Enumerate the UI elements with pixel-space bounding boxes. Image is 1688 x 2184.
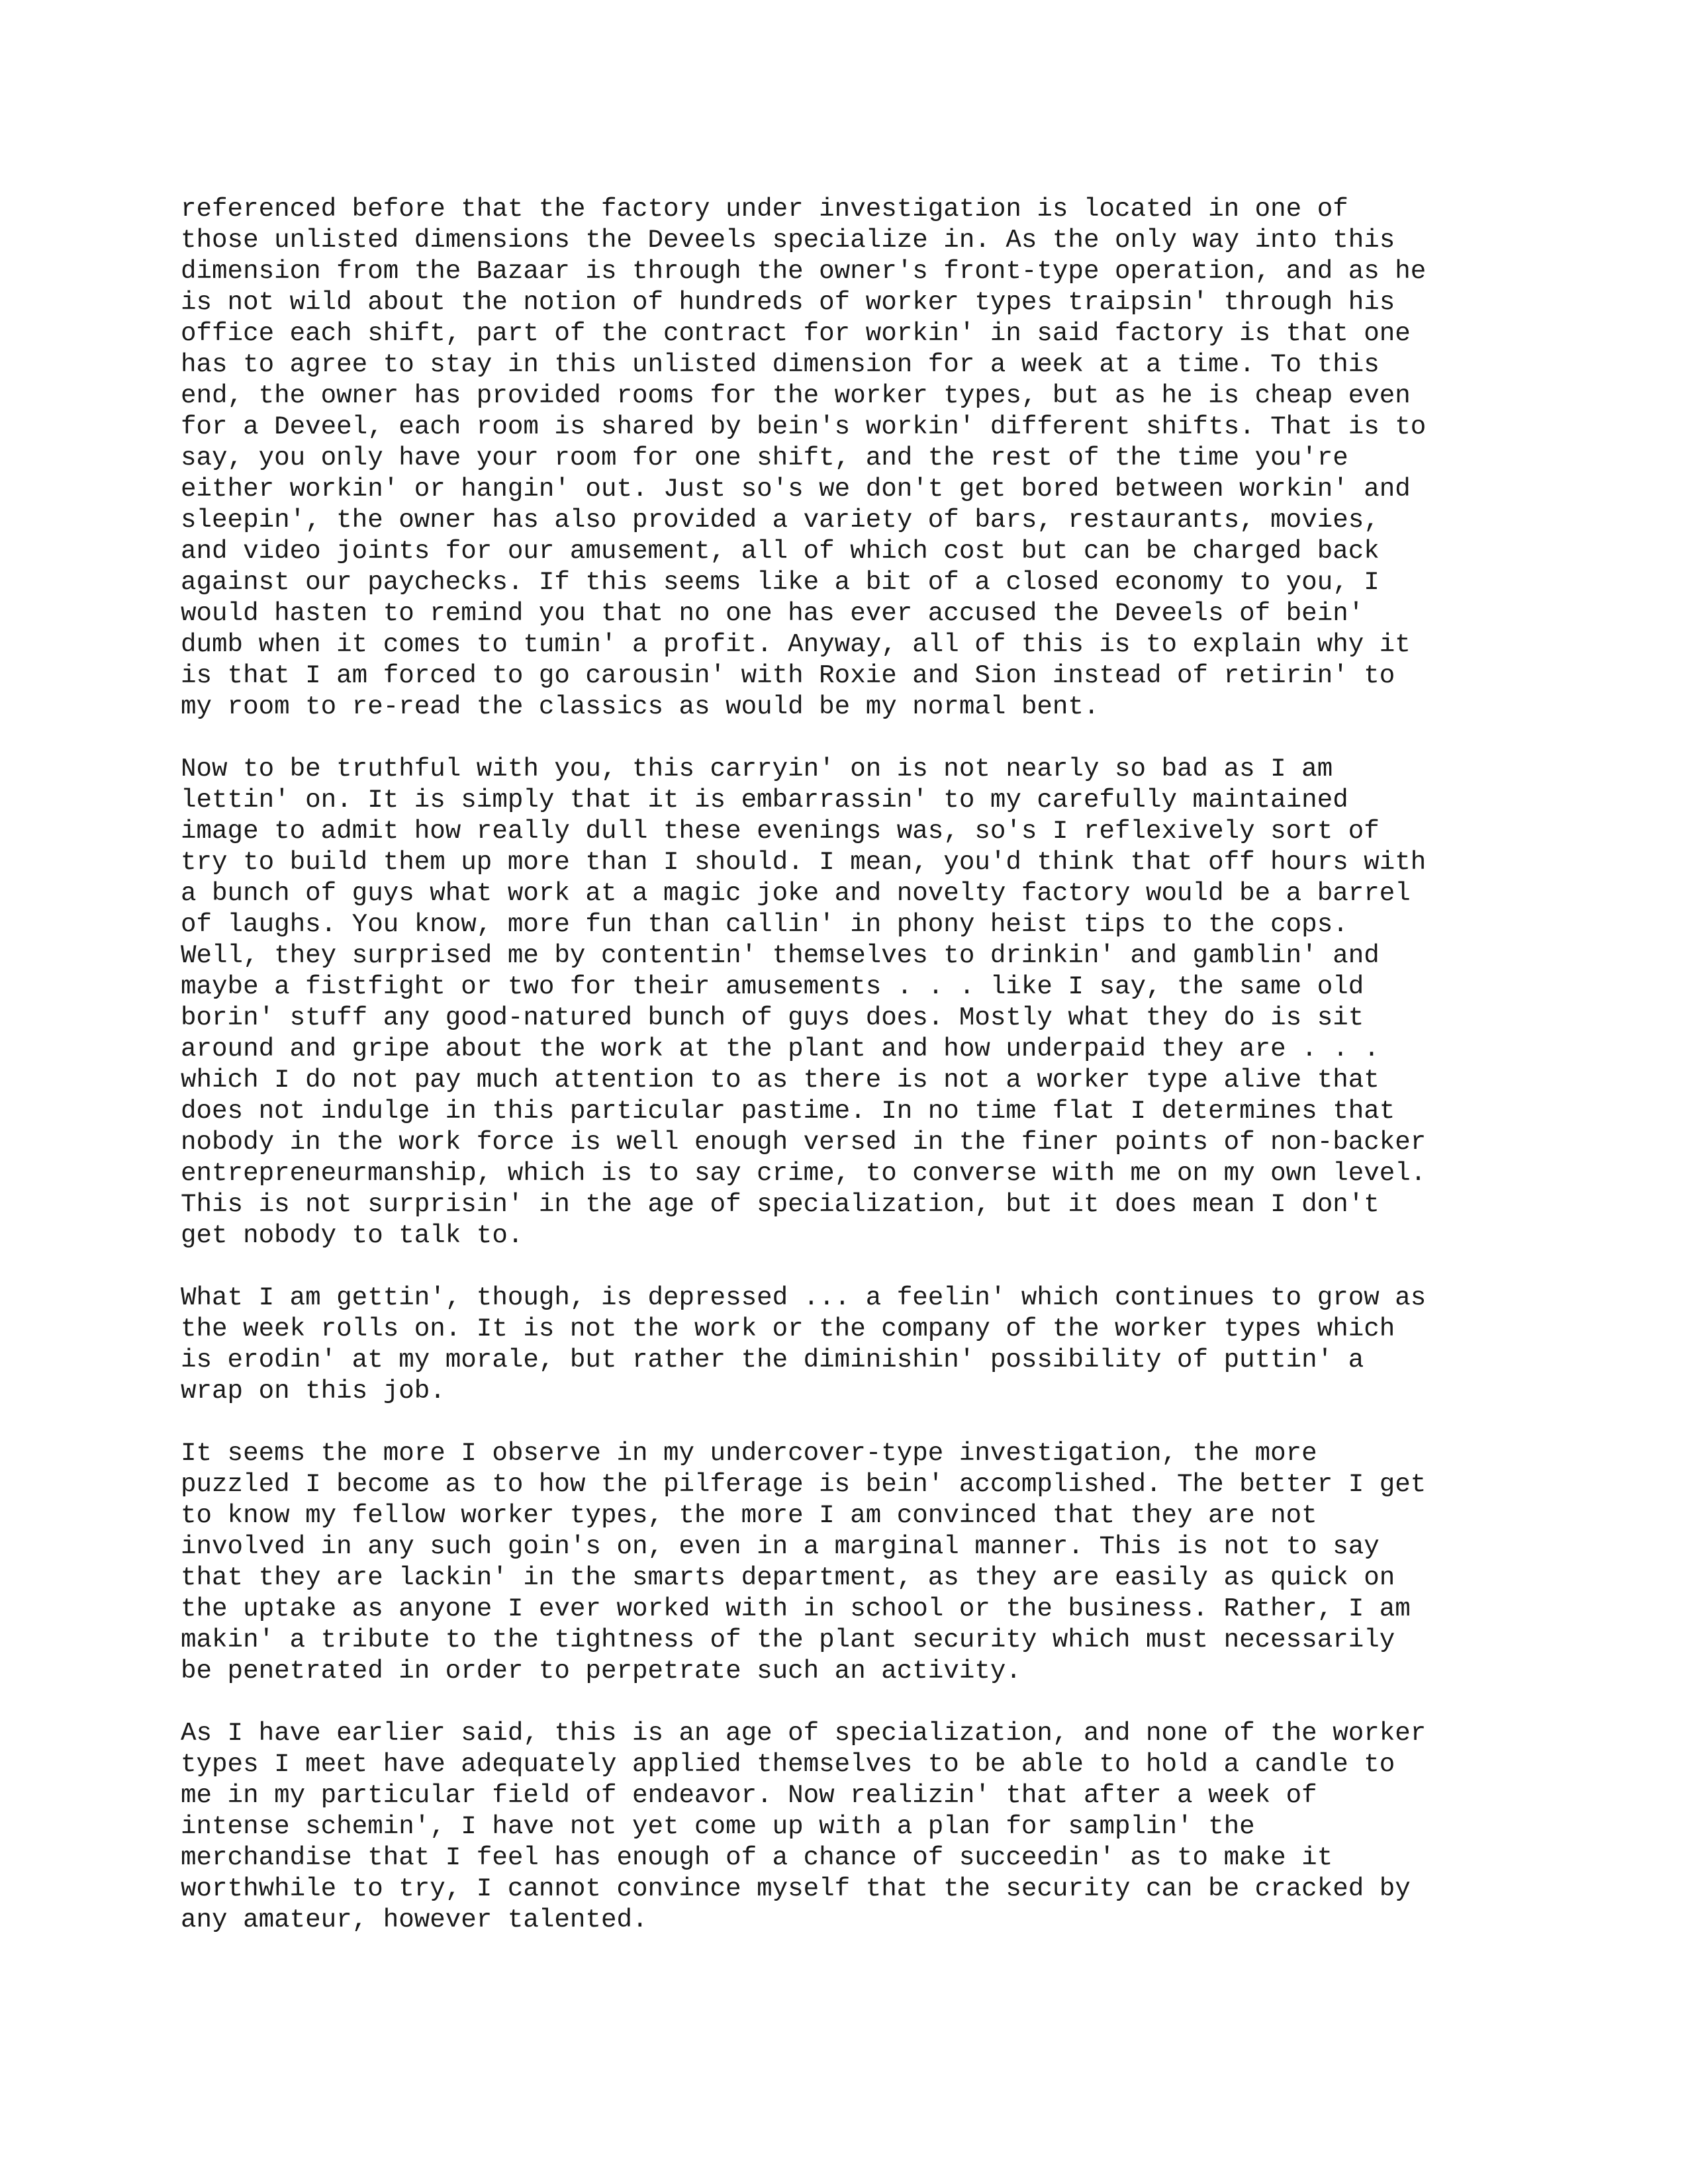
text-line: has to agree to stay in this unlisted dimension for a week at a time. To this: [181, 349, 1380, 379]
paragraph: [181, 1282, 1571, 1406]
text-line: for a Deveel, each room is shared by bein's workin' different shifts. That is to: [181, 412, 1427, 441]
text-line: Well, they surprised me by contentin' themselves to drinkin' and gamblin' and: [181, 940, 1380, 970]
text-line: would hasten to remind you that no one has ever accused the Deveels of bein': [181, 598, 1364, 628]
text-line: against our paychecks. If this seems like a bit of a closed economy to you, I: [181, 567, 1380, 597]
text-line: try to build them up more than I should. I mean, you'd think that off hours with: [181, 847, 1427, 877]
paragraph: [181, 193, 1571, 722]
text-line: a bunch of guys what work at a magic joke and novelty factory would be a barrel: [181, 878, 1411, 908]
text-line: As I have earlier said, this is an age of specialization, and none of the worker: [181, 1718, 1427, 1748]
text-line: to know my fellow worker types, the more I am convinced that they are not: [181, 1500, 1317, 1530]
text-line: any amateur, however talented.: [181, 1905, 648, 1934]
text-line: merchandise that I feel has enough of a chance of succeedin' as to make it: [181, 1843, 1333, 1872]
text-line: types I meet have adequately applied themselves to be able to hold a candle to: [181, 1749, 1395, 1779]
text-line: intense schemin', I have not yet come up with a plan for samplin' the: [181, 1811, 1255, 1841]
text-line: lettin' on. It is simply that it is embarrassin' to my carefully maintained: [181, 785, 1348, 815]
text-line: around and gripe about the work at the plant and how underpaid they are . . .: [181, 1034, 1380, 1064]
text-line: sleepin', the owner has also provided a variety of bars, restaurants, movies,: [181, 505, 1380, 535]
text-line: It seems the more I observe in my undercover-type investigation, the more: [181, 1438, 1317, 1468]
paragraph: [181, 753, 1571, 1251]
text-line: is erodin' at my morale, but rather the diminishin' possibility of puttin' a: [181, 1345, 1364, 1375]
text-line: This is not surprisin' in the age of specialization, but it does mean I don't: [181, 1189, 1380, 1219]
text-line: Now to be truthful with you, this carryin' on is not nearly so bad as I am: [181, 754, 1333, 784]
text-line: entrepreneurmanship, which is to say crime, to converse with me on my own level.: [181, 1158, 1427, 1188]
text-line: the week rolls on. It is not the work or the company of the worker types which: [181, 1314, 1395, 1343]
text-line: dimension from the Bazaar is through the owner's front-type operation, and as he: [181, 256, 1427, 286]
text-line: get nobody to talk to.: [181, 1220, 524, 1250]
text-line: maybe a fistfight or two for their amusements . . . like I say, the same old: [181, 972, 1364, 1001]
text-line: the uptake as anyone I ever worked with in school or the business. Rather, I am: [181, 1594, 1411, 1623]
text-line: my room to re-read the classics as would be my normal bent.: [181, 692, 1100, 721]
text-line: office each shift, part of the contract for workin' in said factory is that one: [181, 318, 1411, 348]
text-line: What I am gettin', though, is depressed ... a feelin' which continues to grow as: [181, 1283, 1427, 1312]
text-line: worthwhile to try, I cannot convince myself that the security can be cracked by: [181, 1874, 1411, 1903]
text-line: is not wild about the notion of hundreds of worker types traipsin' through his: [181, 287, 1395, 317]
text-line: me in my particular field of endeavor. Now realizin' that after a week of: [181, 1780, 1317, 1810]
text-line: referenced before that the factory under investigation is located in one of: [181, 194, 1348, 224]
text-line: nobody in the work force is well enough versed in the finer points of non-backer: [181, 1127, 1427, 1157]
text-line: which I do not pay much attention to as there is not a worker type alive that: [181, 1065, 1380, 1095]
text-line: borin' stuff any good-natured bunch of guys does. Mostly what they do is sit: [181, 1003, 1364, 1032]
text-line: involved in any such goin's on, even in a marginal manner. This is not to say: [181, 1531, 1380, 1561]
text-line: either workin' or hangin' out. Just so's we don't get bored between workin' and: [181, 474, 1411, 504]
text-line: say, you only have your room for one shift, and the rest of the time you're: [181, 443, 1348, 473]
text-line: of laughs. You know, more fun than callin' in phony heist tips to the cops.: [181, 909, 1348, 939]
text-line: puzzled I become as to how the pilferage is bein' accomplished. The better I get: [181, 1469, 1427, 1499]
text-line: be penetrated in order to perpetrate such an activity.: [181, 1656, 1021, 1686]
text-line: that they are lackin' in the smarts department, as they are easily as quick on: [181, 1563, 1395, 1592]
text-line: is that I am forced to go carousin' with Roxie and Sion instead of retirin' to: [181, 660, 1395, 690]
text-line: does not indulge in this particular pastime. In no time flat I determines that: [181, 1096, 1395, 1126]
paragraph: [181, 1437, 1571, 1686]
text-line: those unlisted dimensions the Deveels specialize in. As the only way into this: [181, 225, 1395, 255]
text-line: makin' a tribute to the tightness of the plant security which must necessarily: [181, 1625, 1395, 1655]
text-line: and video joints for our amusement, all of which cost but can be charged back: [181, 536, 1380, 566]
text-line: image to admit how really dull these evenings was, so's I reflexively sort of: [181, 816, 1380, 846]
text-line: end, the owner has provided rooms for the worker types, but as he is cheap even: [181, 381, 1411, 410]
text-line: dumb when it comes to tumin' a profit. Anyway, all of this is to explain why it: [181, 629, 1411, 659]
paragraph: [181, 1717, 1571, 1935]
text-line: wrap on this job.: [181, 1376, 445, 1406]
body-text: [181, 193, 1571, 1966]
